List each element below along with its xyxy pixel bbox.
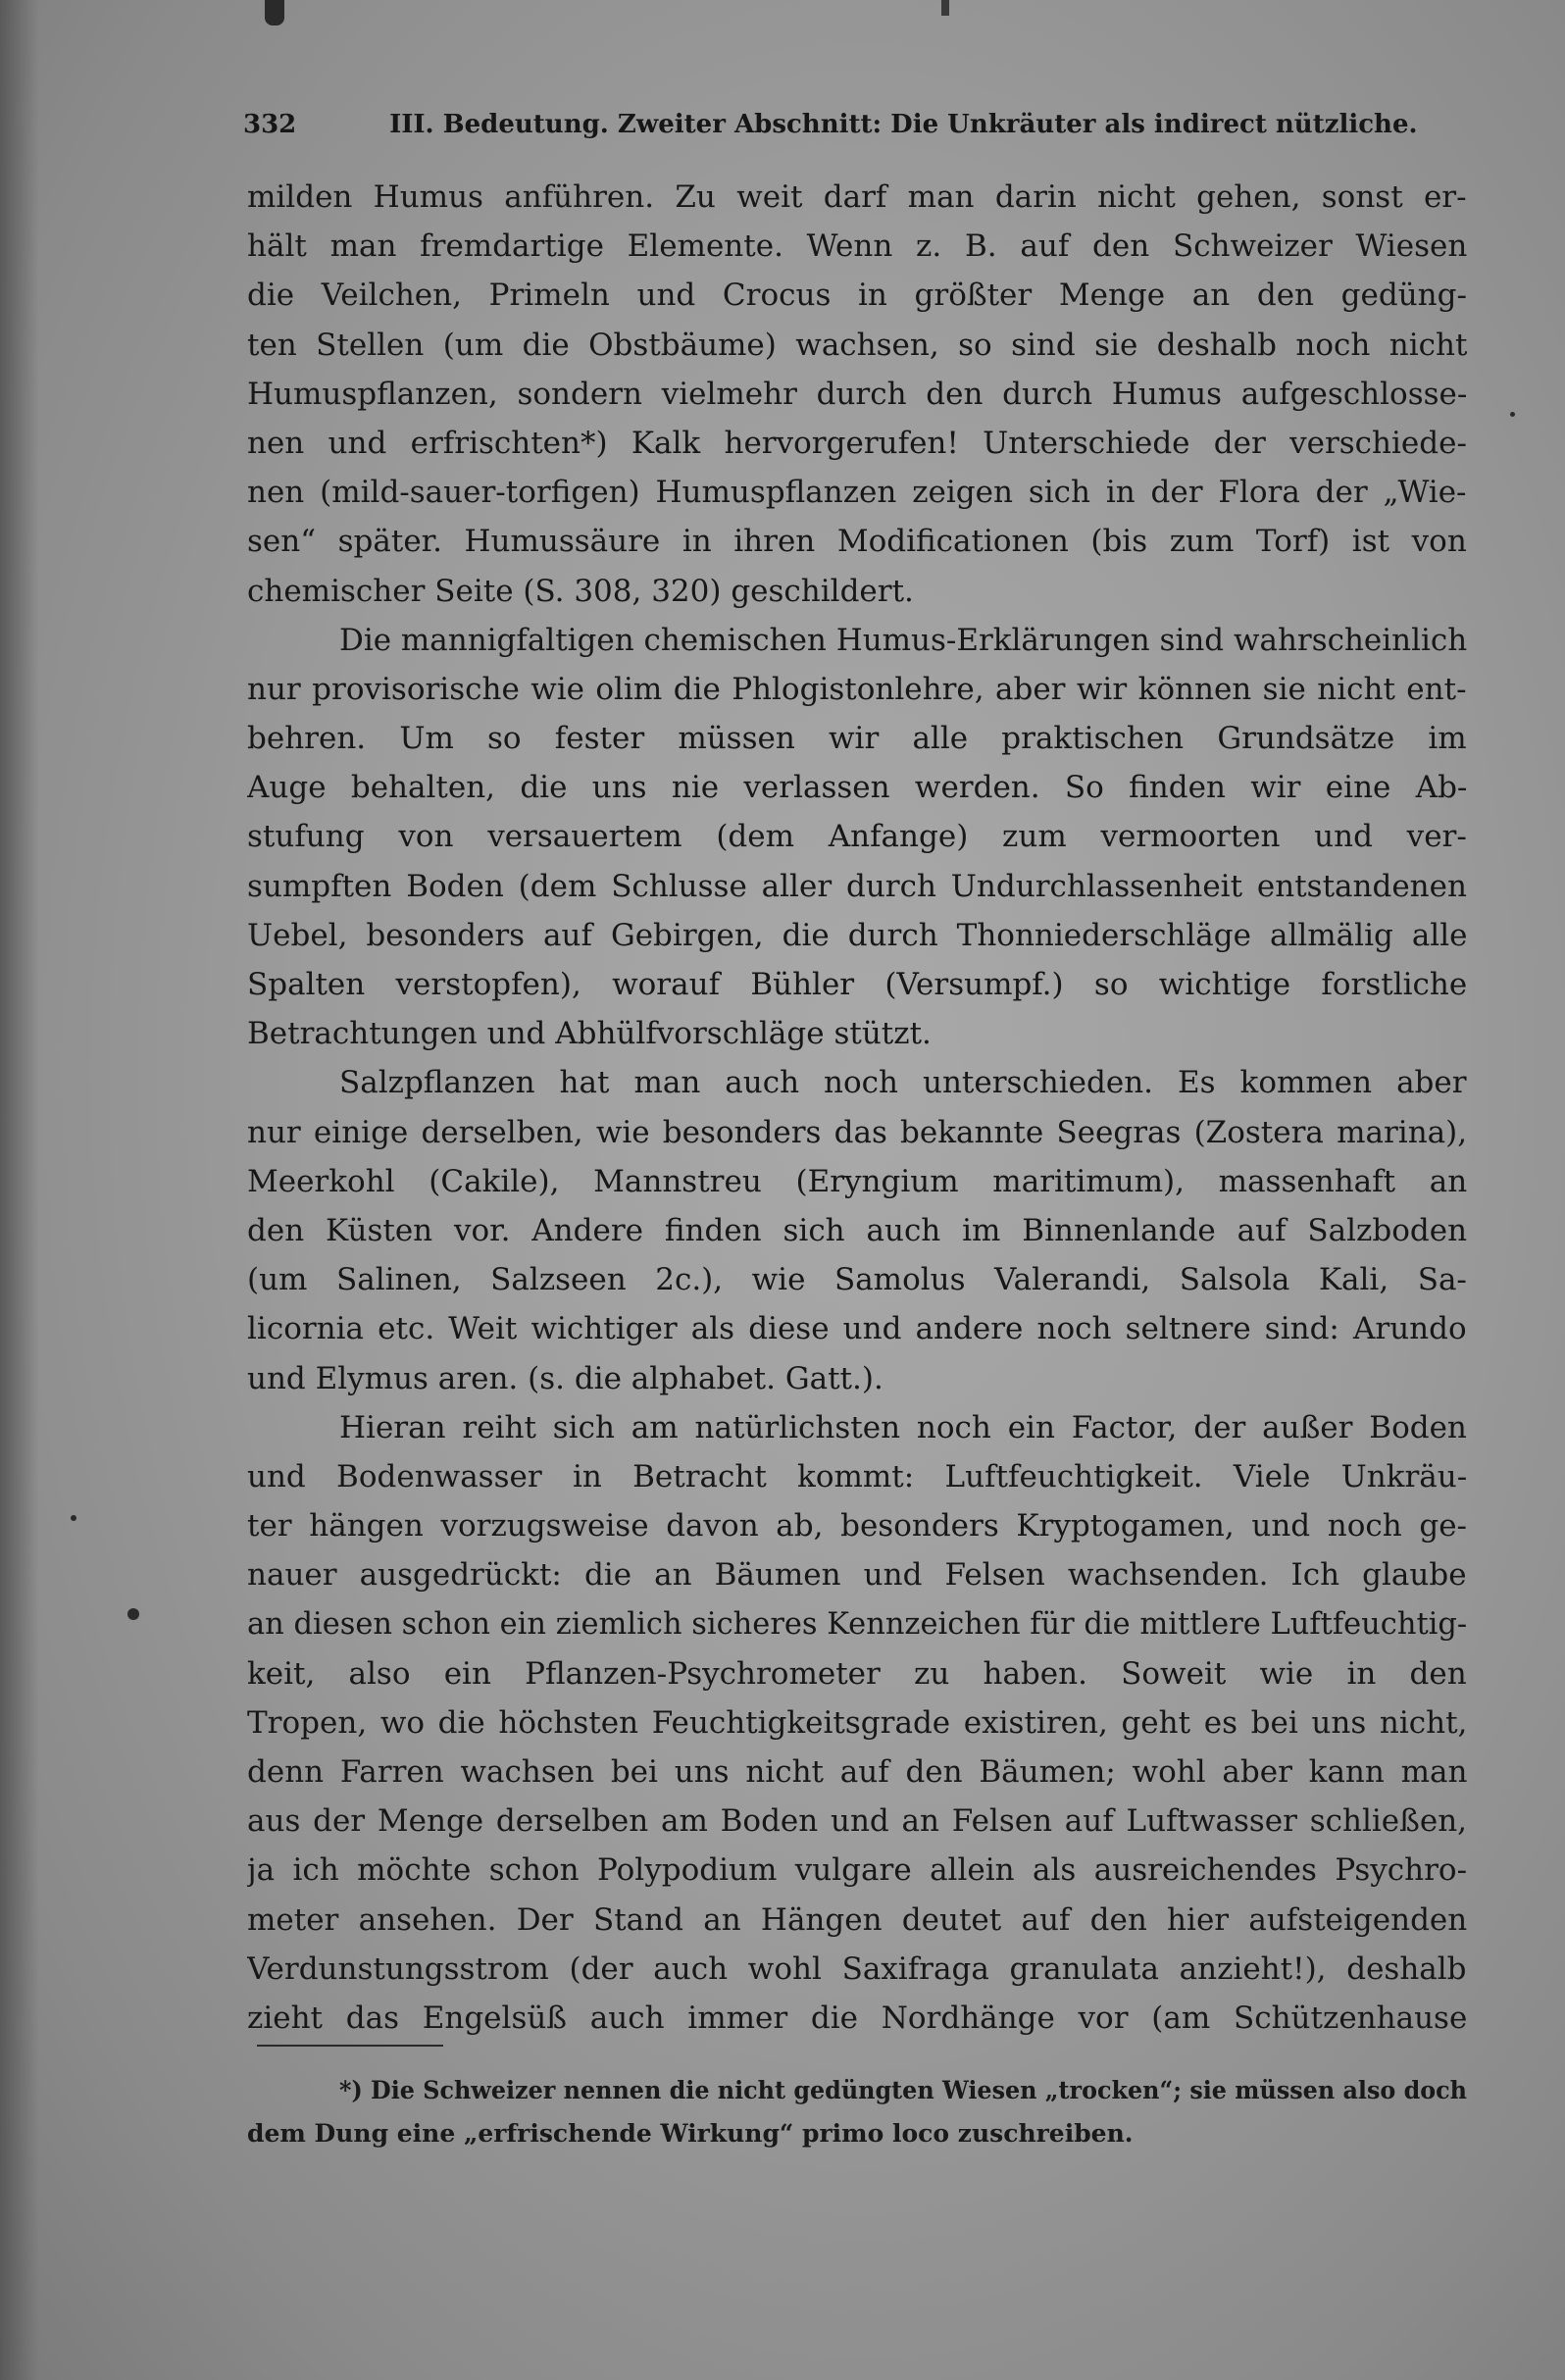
text-line-content: milden Humus anführen. Zu weit darf man darin nicht gehen, sonst er- — [247, 179, 1467, 215]
text-line-content: Spalten verstopfen), worauf Bühler (Versumpf.) so wichtige forstliche — [247, 967, 1467, 1002]
running-title: III. Bedeutung. Zweiter Abschnitt: Die Unkräuter als indirect nützliche. — [389, 110, 1418, 139]
text-line-content: Verdunstungsstrom (der auch wohl Saxifraga granulata anzieht!), deshalb — [247, 1950, 1467, 1987]
text-line-content: zieht das Engelsüß auch immer die Nordhänge vor (am Schützenhause — [247, 2000, 1467, 2036]
text-line — [247, 665, 1467, 714]
text-line-content: nur einige derselben, wie besonders das bekannte Seegras (Zostera marina), — [247, 1114, 1467, 1150]
text-line — [247, 1157, 1467, 1206]
text-line — [247, 1108, 1467, 1157]
footnote — [247, 2069, 1467, 2155]
text-line-content: an diesen schon ein ziemlich sicheres Kennzeichen für die mittlere Luftfeuchtig- — [247, 1606, 1467, 1643]
text-line-content: licornia etc. Weit wichtiger als diese und andere noch seltnere sind: Arundo — [247, 1311, 1467, 1347]
ink-speck — [71, 1515, 76, 1521]
text-line — [247, 1994, 1467, 2043]
text-line-content: ter hängen vorzugsweise davon ab, besonders Kryptogamen, und noch ge- — [247, 1508, 1467, 1544]
text-line — [247, 1501, 1467, 1550]
text-line-content: chemischer Seite (S. 308, 320) geschildert. — [247, 573, 914, 609]
text-line-content: behren. Um so fester müssen wir alle praktischen Grundsätze im — [247, 721, 1467, 757]
text-line-content: Auge behalten, die uns nie verlassen werden. So finden wir eine Ab- — [247, 770, 1467, 806]
text-line — [247, 173, 1467, 222]
text-line-content: stufung von versauertem (dem Anfange) zum vermoorten und ver- — [247, 819, 1467, 855]
text-line — [247, 862, 1467, 911]
text-line-content: hält man fremdartige Elemente. Wenn z. B. auf den Schweizer Wiesen — [247, 228, 1467, 265]
text-line-content: Hieran reiht sich am natürlichsten noch ein Factor, der außer Boden — [339, 1409, 1467, 1445]
text-line — [247, 1550, 1467, 1599]
text-line-content: nen und erfrischten*) Kalk hervorgerufen! Unterschiede der verschiede- — [247, 425, 1467, 461]
text-line — [247, 1452, 1467, 1501]
text-line — [247, 1797, 1467, 1846]
text-line — [247, 222, 1467, 271]
text-line — [247, 271, 1467, 320]
text-line — [247, 1354, 1467, 1403]
text-line-content: nen (mild-sauer-torfigen) Humuspflanzen zeigen sich in der Flora der „Wie- — [247, 475, 1467, 511]
text-line-content: den Küsten vor. Andere finden sich auch im Binnenlande auf Salzboden — [247, 1212, 1467, 1248]
text-line-content: Humuspflanzen, sondern vielmehr durch den durch Humus aufgeschlosse- — [247, 376, 1467, 412]
text-line — [247, 1403, 1467, 1452]
text-line — [247, 1304, 1467, 1353]
ink-speck — [1510, 412, 1515, 417]
text-line-content: aus der Menge derselben am Boden und an Felsen auf Luftwasser schließen, — [247, 1803, 1467, 1840]
footnote-line — [247, 2069, 1467, 2112]
text-line — [247, 616, 1467, 665]
text-line — [247, 1896, 1467, 1945]
footnote-divider — [257, 2045, 443, 2047]
text-line — [247, 1698, 1467, 1747]
text-line — [247, 960, 1467, 1009]
body-text — [247, 173, 1467, 2043]
page-number: 332 — [243, 110, 297, 139]
text-line-content: ten Stellen (um die Obstbäume) wachsen, so sind sie deshalb noch nicht — [247, 327, 1467, 363]
text-line — [247, 1846, 1467, 1895]
text-line-content: Salzpflanzen hat man auch noch unterschieden. Es kommen aber — [339, 1065, 1467, 1101]
running-header — [243, 110, 1469, 149]
text-line-content: denn Farren wachsen bei uns nicht auf den Bäumen; wohl aber kann man — [247, 1754, 1467, 1790]
footnote-line — [247, 2112, 1467, 2155]
text-line — [247, 714, 1467, 763]
text-line-content: nur provisorische wie olim die Phlogistonlehre, aber wir können sie nicht ent- — [247, 671, 1467, 707]
text-line-content: Tropen, wo die höchsten Feuchtigkeitsgrade existiren, geht es bei uns nicht, — [247, 1704, 1467, 1741]
text-line — [247, 1009, 1467, 1058]
text-line-content: sumpften Boden (dem Schlusse aller durch Undurchlassenheit entstandenen — [247, 868, 1467, 904]
text-line-content: und Bodenwasser in Betracht kommt: Luftfeuchtigkeit. Viele Unkräu- — [247, 1458, 1467, 1494]
text-line-content: und Elymus aren. (s. die alphabet. Gatt.). — [247, 1360, 883, 1396]
text-line-content: Uebel, besonders auf Gebirgen, die durch Thonniederschläge allmälig alle — [247, 917, 1467, 953]
text-line — [247, 517, 1467, 566]
text-line — [247, 911, 1467, 960]
text-line — [247, 1255, 1467, 1304]
text-line-content: meter ansehen. Der Stand an Hängen deutet auf den hier aufsteigenden — [247, 1901, 1467, 1938]
text-line — [247, 812, 1467, 861]
text-line-content: Meerkohl (Cakile), Mannstreu (Eryngium maritimum), massenhaft an — [247, 1163, 1467, 1199]
text-line — [247, 370, 1467, 419]
text-line — [247, 1649, 1467, 1698]
ink-speck — [127, 1608, 139, 1620]
text-line — [247, 1945, 1467, 1994]
footnote-line-content: *) Die Schweizer nennen die nicht gedüngten Wiesen „trocken“; sie müssen also doch — [339, 2076, 1467, 2104]
page-spine-shadow — [0, 0, 39, 2380]
text-line-content: nauer ausgedrückt: die an Bäumen und Felsen wachsenden. Ich glaube — [247, 1557, 1467, 1594]
text-line — [247, 1206, 1467, 1255]
text-line-content: ja ich möchte schon Polypodium vulgare allein als ausreichendes Psychro- — [247, 1852, 1467, 1889]
text-line-content: keit, also ein Pflanzen-Psychrometer zu haben. Soweit wie in den — [247, 1655, 1467, 1692]
text-line — [247, 468, 1467, 517]
ink-blot-mark — [941, 0, 949, 16]
text-line-content: (um Salinen, Salzseen 2c.), wie Samolus Valerandi, Salsola Kali, Sa- — [247, 1262, 1467, 1298]
text-line-content: sen“ später. Humussäure in ihren Modificationen (bis zum Torf) ist von — [247, 524, 1467, 560]
text-line — [247, 321, 1467, 370]
text-line — [247, 763, 1467, 812]
text-line — [247, 1058, 1467, 1107]
footnote-line-content: dem Dung eine „erfrischende Wirkung“ primo loco zuschreiben. — [247, 2119, 1134, 2148]
text-line — [247, 567, 1467, 616]
text-line — [247, 1747, 1467, 1797]
text-line-content: Betrachtungen und Abhülfvorschläge stützt. — [247, 1016, 932, 1052]
text-line — [247, 419, 1467, 468]
text-line-content: die Veilchen, Primeln und Crocus in größter Menge an den gedüng- — [247, 278, 1467, 314]
text-line-content: Die mannigfaltigen chemischen Humus-Erklärungen sind wahrscheinlich — [339, 622, 1467, 658]
ink-blot-mark — [265, 0, 284, 25]
text-line — [247, 1599, 1467, 1648]
